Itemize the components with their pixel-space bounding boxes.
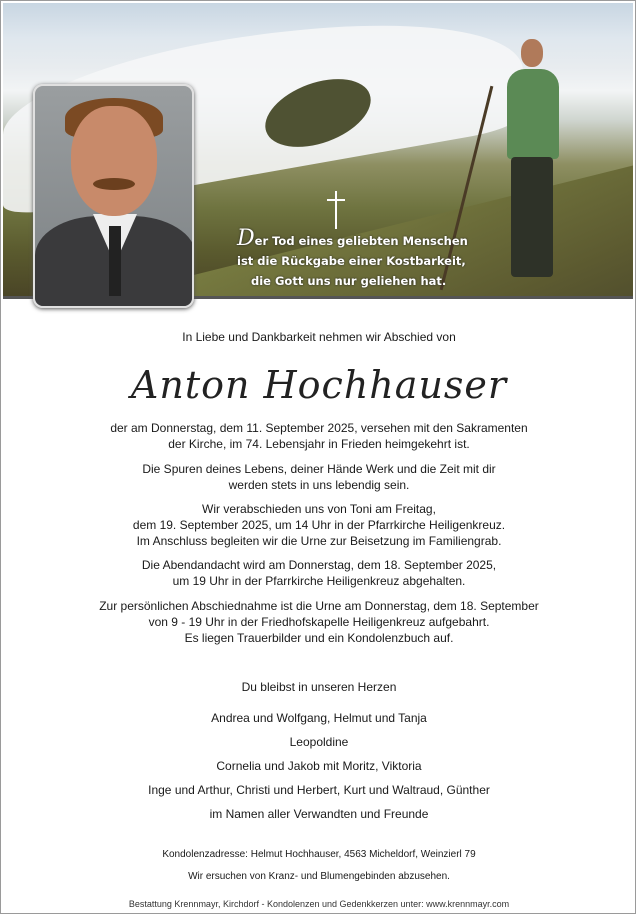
- flower-request: Wir ersuchen von Kranz- und Blumengebinden abzusehen.: [188, 871, 450, 882]
- portrait-photo: [33, 84, 194, 308]
- text-line: werden stets in uns lebendig sein.: [228, 478, 410, 492]
- text-line: Im Anschluss begleiten wir die Urne zur Beisetzung im Familiengrab.: [136, 534, 502, 548]
- hiker-figure: [491, 39, 571, 294]
- mourner-line: Cornelia und Jakob mit Moritz, Viktoria: [216, 759, 422, 773]
- text-line: der Kirche, im 74. Lebensjahr in Frieden heimgekehrt ist.: [168, 437, 470, 451]
- closing-text: Du bleibst in unseren Herzen: [241, 680, 397, 694]
- mourner-line: im Namen aller Verwandten und Freunde: [209, 807, 429, 821]
- text-line: Die Abendandacht wird am Donnerstag, dem 18. September 2025,: [141, 558, 497, 572]
- intro-text: In Liebe und Dankbarkeit nehmen wir Abschied von: [182, 330, 456, 344]
- deceased-name: Anton Hochhauser: [130, 363, 508, 407]
- paragraph-death: [1, 420, 636, 452]
- text-line: von 9 - 19 Uhr in der Friedhofskapelle Heiligenkreuz aufgebahrt.: [148, 615, 490, 629]
- quote-line: ist die Rückgabe einer Kostbarkeit,: [237, 254, 466, 268]
- quote-line: die Gott uns nur geliehen hat.: [251, 274, 447, 288]
- text-line: dem 19. September 2025, um 14 Uhr in der Pfarrkirche Heiligenkreuz.: [132, 518, 506, 532]
- mourner-line: Leopoldine: [289, 735, 349, 749]
- text-line: Wir verabschieden uns von Toni am Freitag,: [202, 502, 436, 516]
- text-line: der am Donnerstag, dem 11. September 2025, versehen mit den Sakramenten: [110, 421, 528, 435]
- quote-initial: D: [237, 226, 255, 251]
- text-line: um 19 Uhr in der Pfarrkirche Heiligenkreuz abgehalten.: [172, 574, 466, 588]
- mourner-line: Inge und Arthur, Christi und Herbert, Kurt und Waltraud, Günther: [148, 783, 490, 797]
- paragraph-funeral: [1, 501, 636, 549]
- paragraph-viewing: [1, 598, 636, 646]
- text-line: Zur persönlichen Abschiednahme ist die Urne am Donnerstag, dem 18. September: [99, 599, 539, 613]
- quote-line: er Tod eines geliebten Menschen: [254, 234, 468, 248]
- paragraph-memory: [1, 461, 636, 493]
- mourner-line: Andrea und Wolfgang, Helmut und Tanja: [211, 711, 427, 725]
- memorial-quote: [237, 226, 468, 291]
- paragraph-vigil: [1, 557, 636, 589]
- text-line: Es liegen Trauerbilder und ein Kondolenzbuch auf.: [184, 631, 454, 645]
- condolence-address: Kondolenzadresse: Helmut Hochhauser, 4563 Micheldorf, Weinzierl 79: [162, 849, 476, 860]
- funeral-home-footer: Bestattung Krennmayr, Kirchdorf - Kondolenzen und Gedenkkerzen unter: www.krennmayr.com: [128, 899, 510, 909]
- text-line: Die Spuren deines Lebens, deiner Hände Werk und die Zeit mit dir: [142, 462, 496, 476]
- cross-icon: [335, 191, 337, 229]
